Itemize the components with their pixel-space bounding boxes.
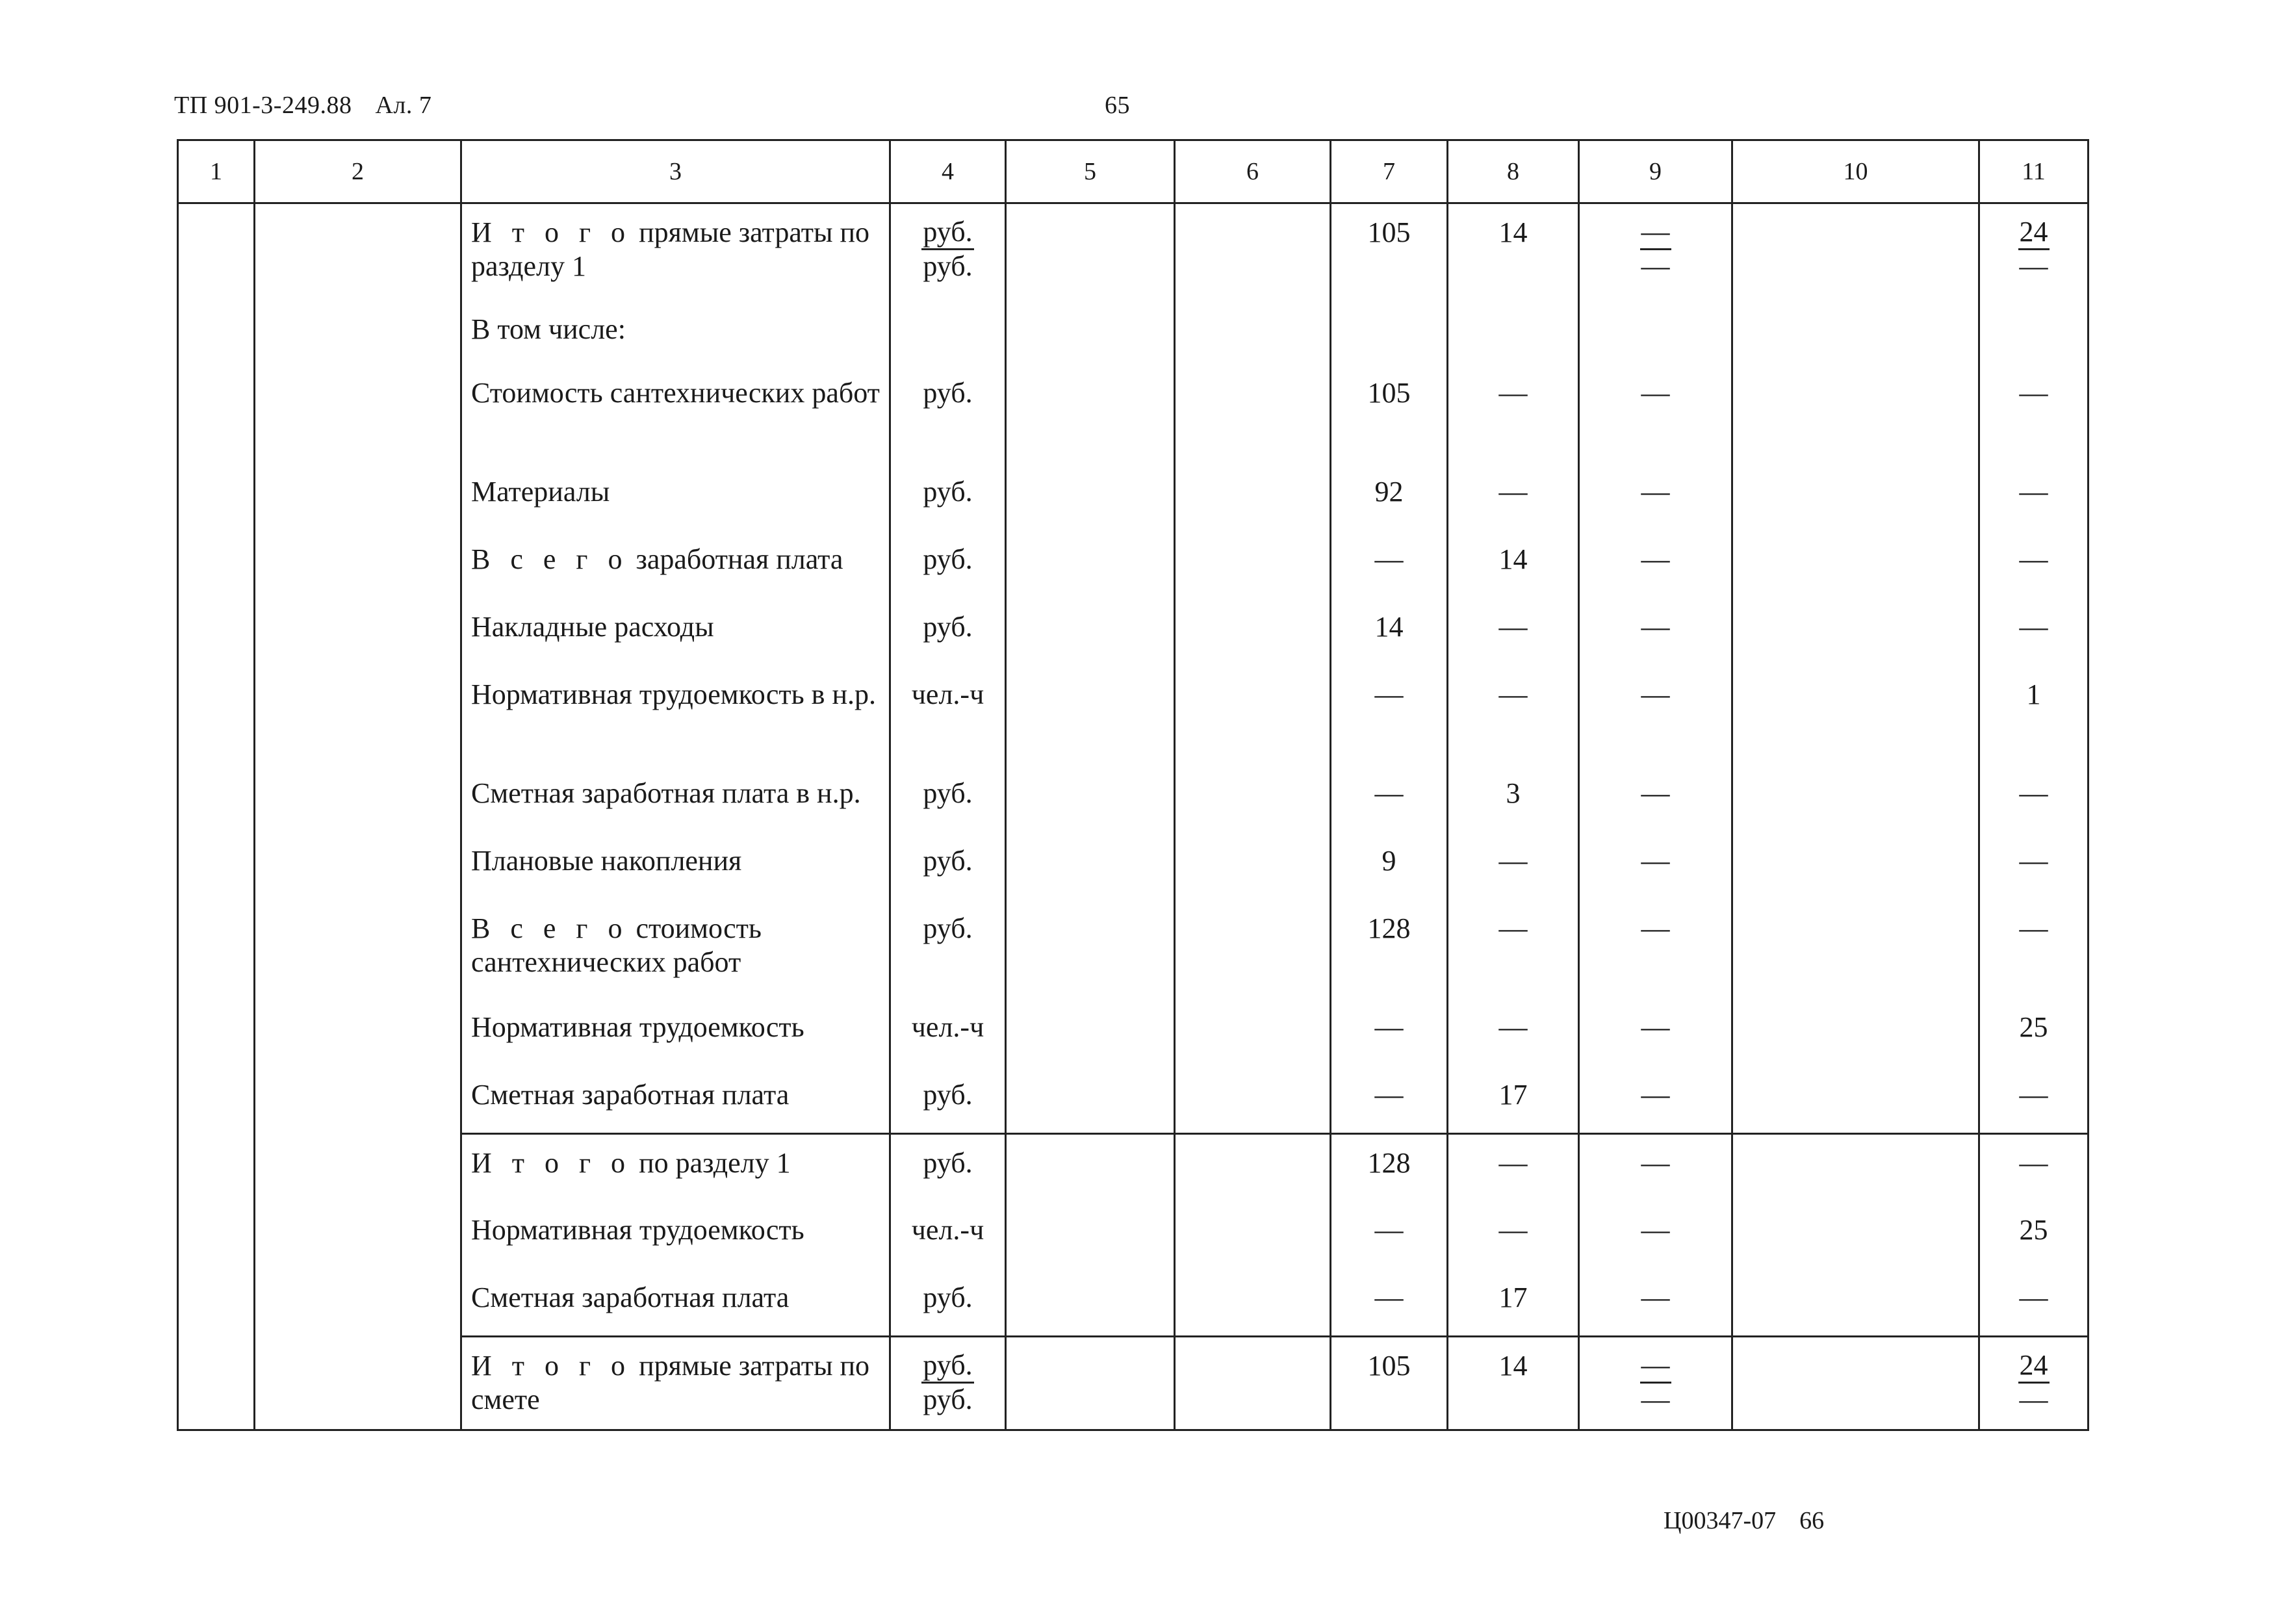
col8-value: 3 [1448, 765, 1579, 832]
col8-value: 17 [1448, 1066, 1579, 1134]
col11-value: — [1979, 900, 2089, 999]
page-number: 65 [1105, 92, 1130, 119]
table-row [178, 1337, 2089, 1430]
row-label: И т о г о прямые затраты по смете [461, 1337, 890, 1430]
row-label: Нормативная трудоемкость в н.р. [461, 666, 890, 765]
col11-value: — [1979, 1134, 2089, 1202]
doc-code: ТП 901-3-249.88 [174, 92, 352, 119]
col11-value: 25 [1979, 999, 2089, 1066]
unit-cell: руб. [890, 1134, 1006, 1202]
table-row [178, 531, 2089, 599]
col-header-2: 2 [255, 140, 461, 203]
col7-value: 105 [1331, 1337, 1448, 1430]
table-row [178, 666, 2089, 765]
col-header-9: 9 [1579, 140, 1732, 203]
col8-value: — [1448, 832, 1579, 900]
col-header-11: 11 [1979, 140, 2089, 203]
doc-footer [1664, 1506, 1824, 1535]
row-label: И т о г о прямые затраты по разделу 1 [461, 203, 890, 301]
col11-value: $\frac{24}{—}$ [1979, 203, 2089, 301]
unit-cell: чел.-ч [890, 1202, 1006, 1269]
col9-value: $\frac{—}{—}$ [1579, 203, 1732, 301]
col11-value: — [1979, 832, 2089, 900]
col9-value: — [1579, 1202, 1732, 1269]
col9-value: — [1579, 666, 1732, 765]
col9-value: — [1579, 765, 1732, 832]
col8-value: 14 [1448, 1337, 1579, 1430]
col7-value: 128 [1331, 900, 1448, 999]
col7-value: 14 [1331, 599, 1448, 666]
doc-header-left [174, 91, 431, 120]
row-label: В том числе: [461, 301, 890, 365]
row-label: В с е г о заработная плата [461, 531, 890, 599]
col7-value: 128 [1331, 1134, 1448, 1202]
table-row [178, 1269, 2089, 1337]
row-label: Стоимость сантехнических работ [461, 365, 890, 463]
table-row [178, 463, 2089, 531]
row-label: Нормативная трудоемкость [461, 1202, 890, 1269]
col-header-1: 1 [178, 140, 255, 203]
footer-code: Ц00347-07 [1664, 1507, 1777, 1534]
row-label: Накладные расходы [461, 599, 890, 666]
col8-value: 17 [1448, 1269, 1579, 1337]
unit-cell: $\frac{\text{руб.}}{\text{руб.}}$ [890, 203, 1006, 301]
col9-value: — [1579, 365, 1732, 463]
unit-cell: руб. [890, 765, 1006, 832]
col7-value: — [1331, 999, 1448, 1066]
col7-value: — [1331, 765, 1448, 832]
col-header-10: 10 [1732, 140, 1979, 203]
col11-value: — [1979, 531, 2089, 599]
col-header-3: 3 [461, 140, 890, 203]
col-header-8: 8 [1448, 140, 1579, 203]
col-header-4: 4 [890, 140, 1006, 203]
unit-cell: руб. [890, 900, 1006, 999]
col8-value: 14 [1448, 203, 1579, 301]
unit-cell: руб. [890, 832, 1006, 900]
col11-value: 25 [1979, 1202, 2089, 1269]
table-row [178, 999, 2089, 1066]
footer-page: 66 [1799, 1507, 1825, 1534]
col8-value: 14 [1448, 531, 1579, 599]
col9-value: — [1579, 463, 1732, 531]
col8-value: — [1448, 463, 1579, 531]
estimate-table [177, 139, 2089, 1431]
col7-value: — [1331, 531, 1448, 599]
col11-value: — [1979, 765, 2089, 832]
table-row [178, 301, 2089, 365]
col7-value: 105 [1331, 365, 1448, 463]
row-label: И т о г о по разделу 1 [461, 1134, 890, 1202]
row-label: Сметная заработная плата в н.р. [461, 765, 890, 832]
unit-cell: руб. [890, 365, 1006, 463]
row-label: Плановые накопления [461, 832, 890, 900]
album-label: Ал. 7 [375, 92, 432, 119]
col9-value: — [1579, 832, 1732, 900]
unit-cell: руб. [890, 1066, 1006, 1134]
table-row [178, 1202, 2089, 1269]
col7-value: 92 [1331, 463, 1448, 531]
unit-cell: $\frac{\text{руб.}}{\text{руб.}}$ [890, 1337, 1006, 1430]
col8-value: — [1448, 365, 1579, 463]
col11-value: $\frac{24}{—}$ [1979, 1337, 2089, 1430]
col9-value: — [1579, 531, 1732, 599]
col9-value: — [1579, 900, 1732, 999]
unit-cell: руб. [890, 463, 1006, 531]
col11-value: — [1979, 365, 2089, 463]
row-label: Материалы [461, 463, 890, 531]
col11-value: — [1979, 1269, 2089, 1337]
col7-value: — [1331, 1202, 1448, 1269]
table-row [178, 1066, 2089, 1134]
table-row [178, 900, 2089, 999]
col8-value: — [1448, 1134, 1579, 1202]
col11-value: — [1979, 599, 2089, 666]
row-label: Сметная заработная плата [461, 1066, 890, 1134]
unit-cell: чел.-ч [890, 666, 1006, 765]
unit-cell: руб. [890, 531, 1006, 599]
table-row [178, 765, 2089, 832]
col8-value: — [1448, 666, 1579, 765]
col9-value: $\frac{—}{—}$ [1579, 1337, 1732, 1430]
col9-value: — [1579, 999, 1732, 1066]
col8-value: — [1448, 1202, 1579, 1269]
col8-value: — [1448, 999, 1579, 1066]
table-row [178, 832, 2089, 900]
col7-value: — [1331, 666, 1448, 765]
col11-value: — [1979, 463, 2089, 531]
row-label: В с е г о стоимость сантехнических работ [461, 900, 890, 999]
col7-value: 9 [1331, 832, 1448, 900]
col7-value: 105 [1331, 203, 1448, 301]
table-row [178, 365, 2089, 463]
col-header-6: 6 [1175, 140, 1331, 203]
col9-value: — [1579, 1134, 1732, 1202]
unit-cell: чел.-ч [890, 999, 1006, 1066]
col9-value: — [1579, 599, 1732, 666]
unit-cell: руб. [890, 1269, 1006, 1337]
row-label: Нормативная трудоемкость [461, 999, 890, 1066]
col9-value: — [1579, 1269, 1732, 1337]
col-header-5: 5 [1006, 140, 1175, 203]
column-number-row [178, 140, 2089, 203]
col7-value: — [1331, 1066, 1448, 1134]
col8-value: — [1448, 900, 1579, 999]
table-row [178, 599, 2089, 666]
col-header-7: 7 [1331, 140, 1448, 203]
unit-cell: руб. [890, 599, 1006, 666]
row-label: Сметная заработная плата [461, 1269, 890, 1337]
col11-value: 1 [1979, 666, 2089, 765]
col9-value: — [1579, 1066, 1732, 1134]
table-row [178, 203, 2089, 301]
table-row [178, 1134, 2089, 1202]
col11-value: — [1979, 1066, 2089, 1134]
col8-value: — [1448, 599, 1579, 666]
col7-value: — [1331, 1269, 1448, 1337]
